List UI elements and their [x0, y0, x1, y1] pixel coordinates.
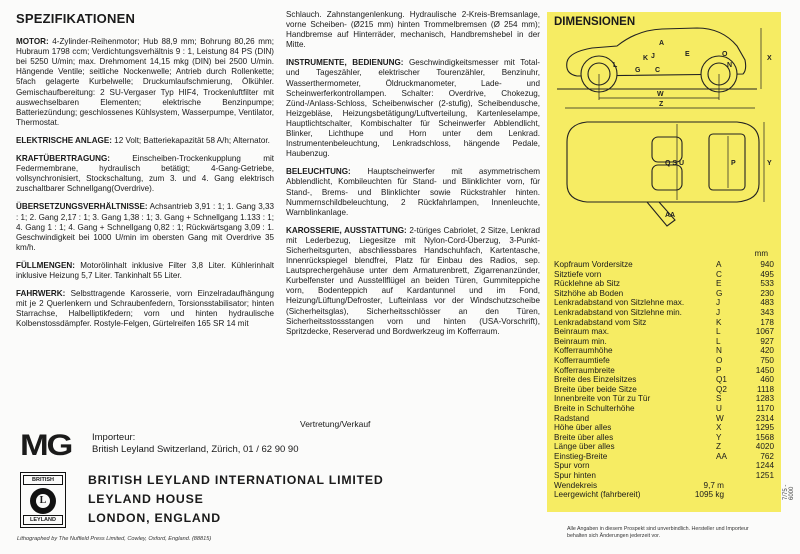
dimension-code: Y	[716, 432, 722, 442]
spec-section	[286, 10, 540, 50]
dimension-code: A	[716, 260, 722, 269]
badge-bottom-text: LEYLAND	[23, 515, 63, 525]
dimension-value: 4020	[755, 442, 774, 452]
dimension-row	[554, 442, 774, 452]
dimension-row	[554, 327, 774, 337]
diagram-label-c: C	[655, 67, 661, 74]
dimension-label: Breite des Einzelsitzes	[554, 375, 637, 385]
vertretung-label: Vertretung/Verkauf	[300, 419, 371, 429]
spec-section	[16, 202, 274, 252]
dimension-row	[554, 298, 774, 308]
dimension-row	[554, 289, 774, 299]
spec-section	[16, 37, 274, 128]
dimension-value: 1095 kg	[694, 490, 724, 500]
dimension-code: U	[716, 403, 722, 413]
spec-section-heading: FAHRWERK:	[16, 289, 66, 299]
spec-section-heading: MOTOR:	[16, 37, 49, 47]
dimension-value: 9,7 m	[703, 480, 724, 490]
dimension-value: 178	[760, 317, 774, 327]
diagram-label-j: J	[651, 53, 655, 60]
dimension-row	[554, 356, 774, 366]
dimension-row	[554, 394, 774, 404]
dimension-row	[554, 366, 774, 376]
dimension-row	[554, 375, 774, 385]
dimension-label: Wendekreis	[554, 480, 598, 490]
dimension-value: 460	[760, 375, 774, 385]
dimension-row	[554, 461, 774, 471]
dimension-value: 1283	[755, 394, 774, 404]
diagram-label-o: O	[722, 51, 728, 58]
disclaimer-text: Alle Angaben in diesem Prospekt sind unverbindlich. Hersteller und Importeur behalten sich Änderungen jederzeit vor.	[567, 526, 749, 539]
dimension-code: Z	[716, 442, 722, 452]
diagram-label-g: G	[635, 67, 641, 74]
dimension-row	[554, 414, 774, 424]
dimension-value: 1450	[755, 365, 774, 375]
spec-section-text: Einscheiben-Trockenkupplung mit Federmembrane, hydraulisch betätigt; 4-Gang-Getriebe, vollsynchronisiert, Stockschaltung, zum 3. und 4. Gang elektrisch zuschaltbarer Schnellgang(Overdrive).	[16, 154, 274, 194]
dimension-code: Q1	[716, 375, 727, 385]
spec-section-text: Motorölinhalt inklusive Filter 3,8 Liter. Kühlerinhalt inklusive Heizung 5,7 Liter. Tankinhalt 55 Liter.	[16, 260, 274, 280]
spec-sections-right	[286, 10, 540, 337]
spec-section-heading: FÜLLMENGEN:	[16, 260, 75, 270]
dimension-code: Q2	[716, 384, 727, 394]
dimension-code: G	[716, 288, 723, 298]
dimension-label: Beinraum min.	[554, 336, 607, 346]
dimension-value: 483	[760, 298, 774, 308]
dimension-value: 495	[760, 269, 774, 279]
spec-section-heading: KAROSSERIE, AUSSTATTUNG:	[286, 225, 407, 235]
dimension-label: Sitzhöhe ab Boden	[554, 288, 624, 298]
dimension-label: Kofferraumbreite	[554, 365, 615, 375]
dimension-value: 940	[760, 260, 774, 269]
dimension-row	[554, 270, 774, 280]
dimensions-panel	[547, 12, 781, 512]
dimension-label: Länge über alles	[554, 442, 615, 452]
dimension-code: L	[716, 327, 721, 337]
dimension-row	[554, 385, 774, 395]
dimension-label: Höhe über alles	[554, 423, 612, 433]
dimension-value: 762	[760, 451, 774, 461]
dimension-value: 1251	[755, 471, 774, 481]
dimension-row	[554, 346, 774, 356]
company-address	[88, 471, 384, 528]
dimension-code: J	[716, 307, 721, 317]
spec-section	[16, 136, 274, 146]
importer-text: British Leyland Switzerland, Zürich, 01 / 62 90 90	[92, 444, 299, 455]
dimension-row	[554, 308, 774, 318]
dimension-value: 1295	[755, 423, 774, 433]
spec-section-heading: BELEUCHTUNG:	[286, 167, 351, 177]
spec-section	[286, 58, 540, 159]
british-leyland-logo	[20, 472, 66, 528]
spec-section-heading: ELEKTRISCHE ANLAGE:	[16, 135, 112, 145]
dimension-value: 1067	[755, 327, 774, 337]
dimensions-table	[554, 260, 774, 500]
diagram-label-l: L	[613, 62, 618, 69]
dimension-code: O	[716, 355, 723, 365]
print-code: 7/75 - 6000	[783, 484, 795, 500]
dimension-row	[554, 452, 774, 462]
dimension-value: 343	[760, 307, 774, 317]
dimension-label: Radstand	[554, 413, 590, 423]
dimension-label: Spur vorn	[554, 461, 590, 471]
spec-section	[286, 226, 540, 337]
dimension-code: W	[716, 413, 724, 423]
dimension-row	[554, 433, 774, 443]
dimension-row	[554, 318, 774, 328]
dimension-code: K	[716, 317, 722, 327]
spec-section	[16, 261, 274, 281]
spec-column-left	[16, 11, 274, 337]
dimension-label: Einstieg-Breite	[554, 451, 608, 461]
company-line: BRITISH LEYLAND INTERNATIONAL LIMITED	[88, 473, 384, 487]
spec-section-heading: KRAFTÜBERTRAGUNG:	[16, 154, 110, 164]
dimension-code: X	[716, 423, 722, 433]
dimension-label: Breite über beide Sitze	[554, 384, 637, 394]
dimension-value: 2314	[755, 413, 774, 423]
car-dimension-diagram	[547, 12, 781, 252]
spec-section-text: Achsantrieb 3,91 : 1; 1. Gang 3,33 : 1; 2. Gang 2,17 : 1; 3. Gang 1,38 : 1; 3. Gang + Schnellgang 1.133 : 1; 4. Gang 1 : 1; 4. Gang + Schnellgang 0,82 : 1; Rückwärtsgang 3,09 : 1. Geschwindigkeit bei 1000 U/min im obersten Gang mit Overdrive 35 km/h.	[16, 202, 274, 252]
dimension-value: 1118	[757, 384, 774, 394]
diagram-label-qsu: Q S U	[665, 160, 685, 167]
diagram-label-aa: AA	[665, 212, 676, 219]
dimension-value: 927	[760, 336, 774, 346]
dimension-label: Lenkradabstand vom Sitz	[554, 317, 647, 327]
spec-section	[16, 154, 274, 194]
dimension-row	[554, 471, 774, 481]
dimension-label: Lenkradabstand von Sitzlehne max.	[554, 298, 685, 308]
diagram-label-z: Z	[659, 101, 664, 108]
importer-label: Importeur:	[92, 432, 136, 443]
dimension-label: Kofferraumtiefe	[554, 355, 610, 365]
company-line: LEYLAND HOUSE	[88, 492, 204, 506]
diagram-label-k: K	[643, 55, 649, 62]
dimension-row	[554, 423, 774, 433]
importer-block	[92, 432, 298, 456]
spec-section-text: 12 Volt; Batteriekapazität 58 A/h; Alternator.	[111, 135, 270, 145]
dimension-label: Innenbreite von Tür zu Tür	[554, 394, 651, 404]
dimensions-title: DIMENSIONEN	[554, 16, 636, 28]
diagram-label-e: E	[685, 51, 690, 58]
dimension-label: Sitztiefe vorn	[554, 269, 602, 279]
spec-section-text: 2-türiges Cabriolet, 2 Sitze, Lenkrad mit Lederbezug, Liegesitze mit Nylon-Cord-Überzug, 3-Punkt-Sicherheitsgurten, abschliessbares Handschuhfach, Kartentasche, Innenrückspiegel blendfrei, Platz für Einbau des Radios, sep. Lautsprechergehäuse unter dem Armaturenbrett, Zigarrenanzünder, Kurbelfenster und Ausstellflügel an beiden Türen, Gummiteppiche vorn, Bodenteppich auf Kardantunnel und im Fond, Heizung/Lüftung/Defroster, Lufteinlass vor der Windschutzscheibe (Sicherheitsglas), Sicherheitsschlösser an den Türen, Sicherheitsstossstangen vorn und hinten (USA-Vorschrift), Spritzdecke, Reserverad und Bordwerkzeug im Kofferraum.	[286, 225, 541, 336]
dimension-value: 1170	[756, 403, 774, 413]
dimension-code: L	[716, 336, 721, 346]
dimension-label: Spur hinten	[554, 471, 596, 481]
dimension-label: Rücklehne ab Sitz	[554, 279, 620, 289]
dimension-label: Kopfraum Vordersitze	[554, 260, 633, 269]
dimension-value: 1244	[755, 461, 774, 471]
diagram-label-x: X	[767, 55, 772, 62]
badge-emblem-icon	[30, 488, 56, 514]
dimension-value: 750	[760, 355, 774, 365]
dimension-row	[554, 279, 774, 289]
dimension-code: J	[716, 298, 721, 308]
diagram-label-n: N	[727, 62, 733, 69]
dimension-row	[554, 260, 774, 270]
dimension-code: P	[716, 365, 722, 375]
dimension-label: Breite über alles	[554, 432, 614, 442]
dimension-value: 230	[760, 288, 774, 298]
dimension-value: 1568	[755, 432, 774, 442]
dimension-label: Lenkradabstand von Sitzlehne min.	[554, 307, 682, 317]
dimension-row	[554, 404, 774, 414]
dimension-row	[554, 481, 774, 491]
diagram-label-a: A	[659, 40, 665, 47]
lithographer-note: Lithographed by The Nuffield Press Limited, Cowley, Oxford, England. (88815)	[17, 536, 212, 542]
diagram-label-p: P	[731, 160, 736, 167]
dimension-label: Beinraum max.	[554, 327, 610, 337]
dimension-code: C	[716, 269, 722, 279]
spec-section-text: Hauptscheinwerfer mit asymmetrischem Abblendlicht, Kombileuchten für Stand- und Blinklichter vorn, für Stand-, Brems- und Blinklichter sowie Rückstrahler hinten. Nummernschildbeleuchtung, 2 Rückfahrlampen, Innenleuchte, Warnblinkanlage.	[286, 167, 540, 217]
spec-section	[286, 167, 540, 217]
spec-title: SPEZIFIKATIONEN	[16, 11, 136, 26]
dimension-code: N	[716, 346, 722, 356]
dimension-code: E	[716, 279, 722, 289]
spec-section-heading: INSTRUMENTE, BEDIENUNG:	[286, 58, 404, 68]
dimension-code	[716, 471, 746, 481]
badge-center-letter: L	[36, 494, 50, 508]
dimension-row	[554, 337, 774, 347]
dimension-label: Kofferraumhöhe	[554, 346, 613, 356]
spec-section-text: Selbsttragende Karosserie, vorn Einzelradaufhängung mit je 2 Querlenkern und Schraubenfedern, Torsionsstabilisator; hinten Starrachse, Halbelliptikfedern; vorn und hinten hydraulische Kolbenstossdämpfer. Rostyle-Felgen, Gürtelreifen 165 SR 14 mit	[16, 289, 274, 329]
dimension-label: Leergewicht (fahrbereit)	[554, 490, 641, 500]
dimensions-unit: mm	[754, 249, 768, 258]
dimension-code: S	[716, 394, 722, 404]
spec-section-text: 4-Zylinder-Reihenmotor; Hub 88,9 mm; Bohrung 80,26 mm; Hubraum 1798 ccm; Verdichtungsverhältnis 9 : 1, Leistung 84 PS (DIN) bei 5250 U/min; max. Drehmoment 14,15 mkg (DIN) bei 2500 U/min. Hängende Ventile; seitliche Nockenwelle; Antrieb durch Rollenkette; 5fach gelagerte Kurbelwelle; Druckumlaufschmierung, Ölkühler. Gemischaufbereitung: 2 SU-Vergaser Typ HIF4, Trockenluftfilter mit auswechselbaren Elementen; elektrische Benzinpumpe; Batteriezündung; geschlossenes Kühlsystem, Wasserpumpe, Ventilator, Thermostat.	[16, 37, 274, 127]
spec-section	[16, 289, 274, 329]
diagram-label-w: W	[657, 91, 664, 98]
badge-top-text: BRITISH	[23, 475, 63, 485]
dimension-code	[716, 461, 746, 471]
spec-section-heading: ÜBERSETZUNGSVERHÄLTNISSE:	[16, 202, 148, 212]
mg-logo: MG	[20, 429, 71, 462]
dimension-label: Breite in Schulterhöhe	[554, 403, 635, 413]
spec-section-text: Schlauch. Zahnstangenlenkung. Hydraulische 2-Kreis-Bremsanlage, vorne Scheiben- (Ø215 mm) hinten Trommelbremsen (Ø 254 mm); Handbremse auf Hinterräder, mechanisch, Handbremshebel in der Mitte.	[286, 10, 540, 50]
dimension-row	[554, 490, 774, 500]
diagram-label-y: Y	[767, 160, 772, 167]
spec-column-right	[286, 10, 540, 345]
dimension-value: 420	[760, 346, 774, 356]
company-line: LONDON, ENGLAND	[88, 511, 221, 525]
spec-sections-left	[16, 37, 274, 329]
spec-section-text: Geschwindigkeitsmesser mit Total- und Tageszähler, elektrischer Tourenzähler, Benzinuhr, Wasserthermometer, Öldruckmanometer, Lade- und Scheinwerferkontrollampen. Schalter: Overdrive, Chokezug, Zünd-/Anlass-Schloss, Scheibenwischer (2-stufig), Scheibendusche, Heizgebläse, Heizungsbetätigung/Luftverteilung, Kartenleselampe, Hauptlichtschalter, Kombischalter für Scheinwerfer Abblendlicht, Blinker, Lichthupe und Horn unter dem Lenkrad. Instrumentenbeleuchtung, Lenkradschloss, hängende Pedale, Haubenzug.	[286, 58, 540, 159]
dimension-value: 533	[760, 279, 774, 289]
dimension-code: AA	[716, 451, 727, 461]
